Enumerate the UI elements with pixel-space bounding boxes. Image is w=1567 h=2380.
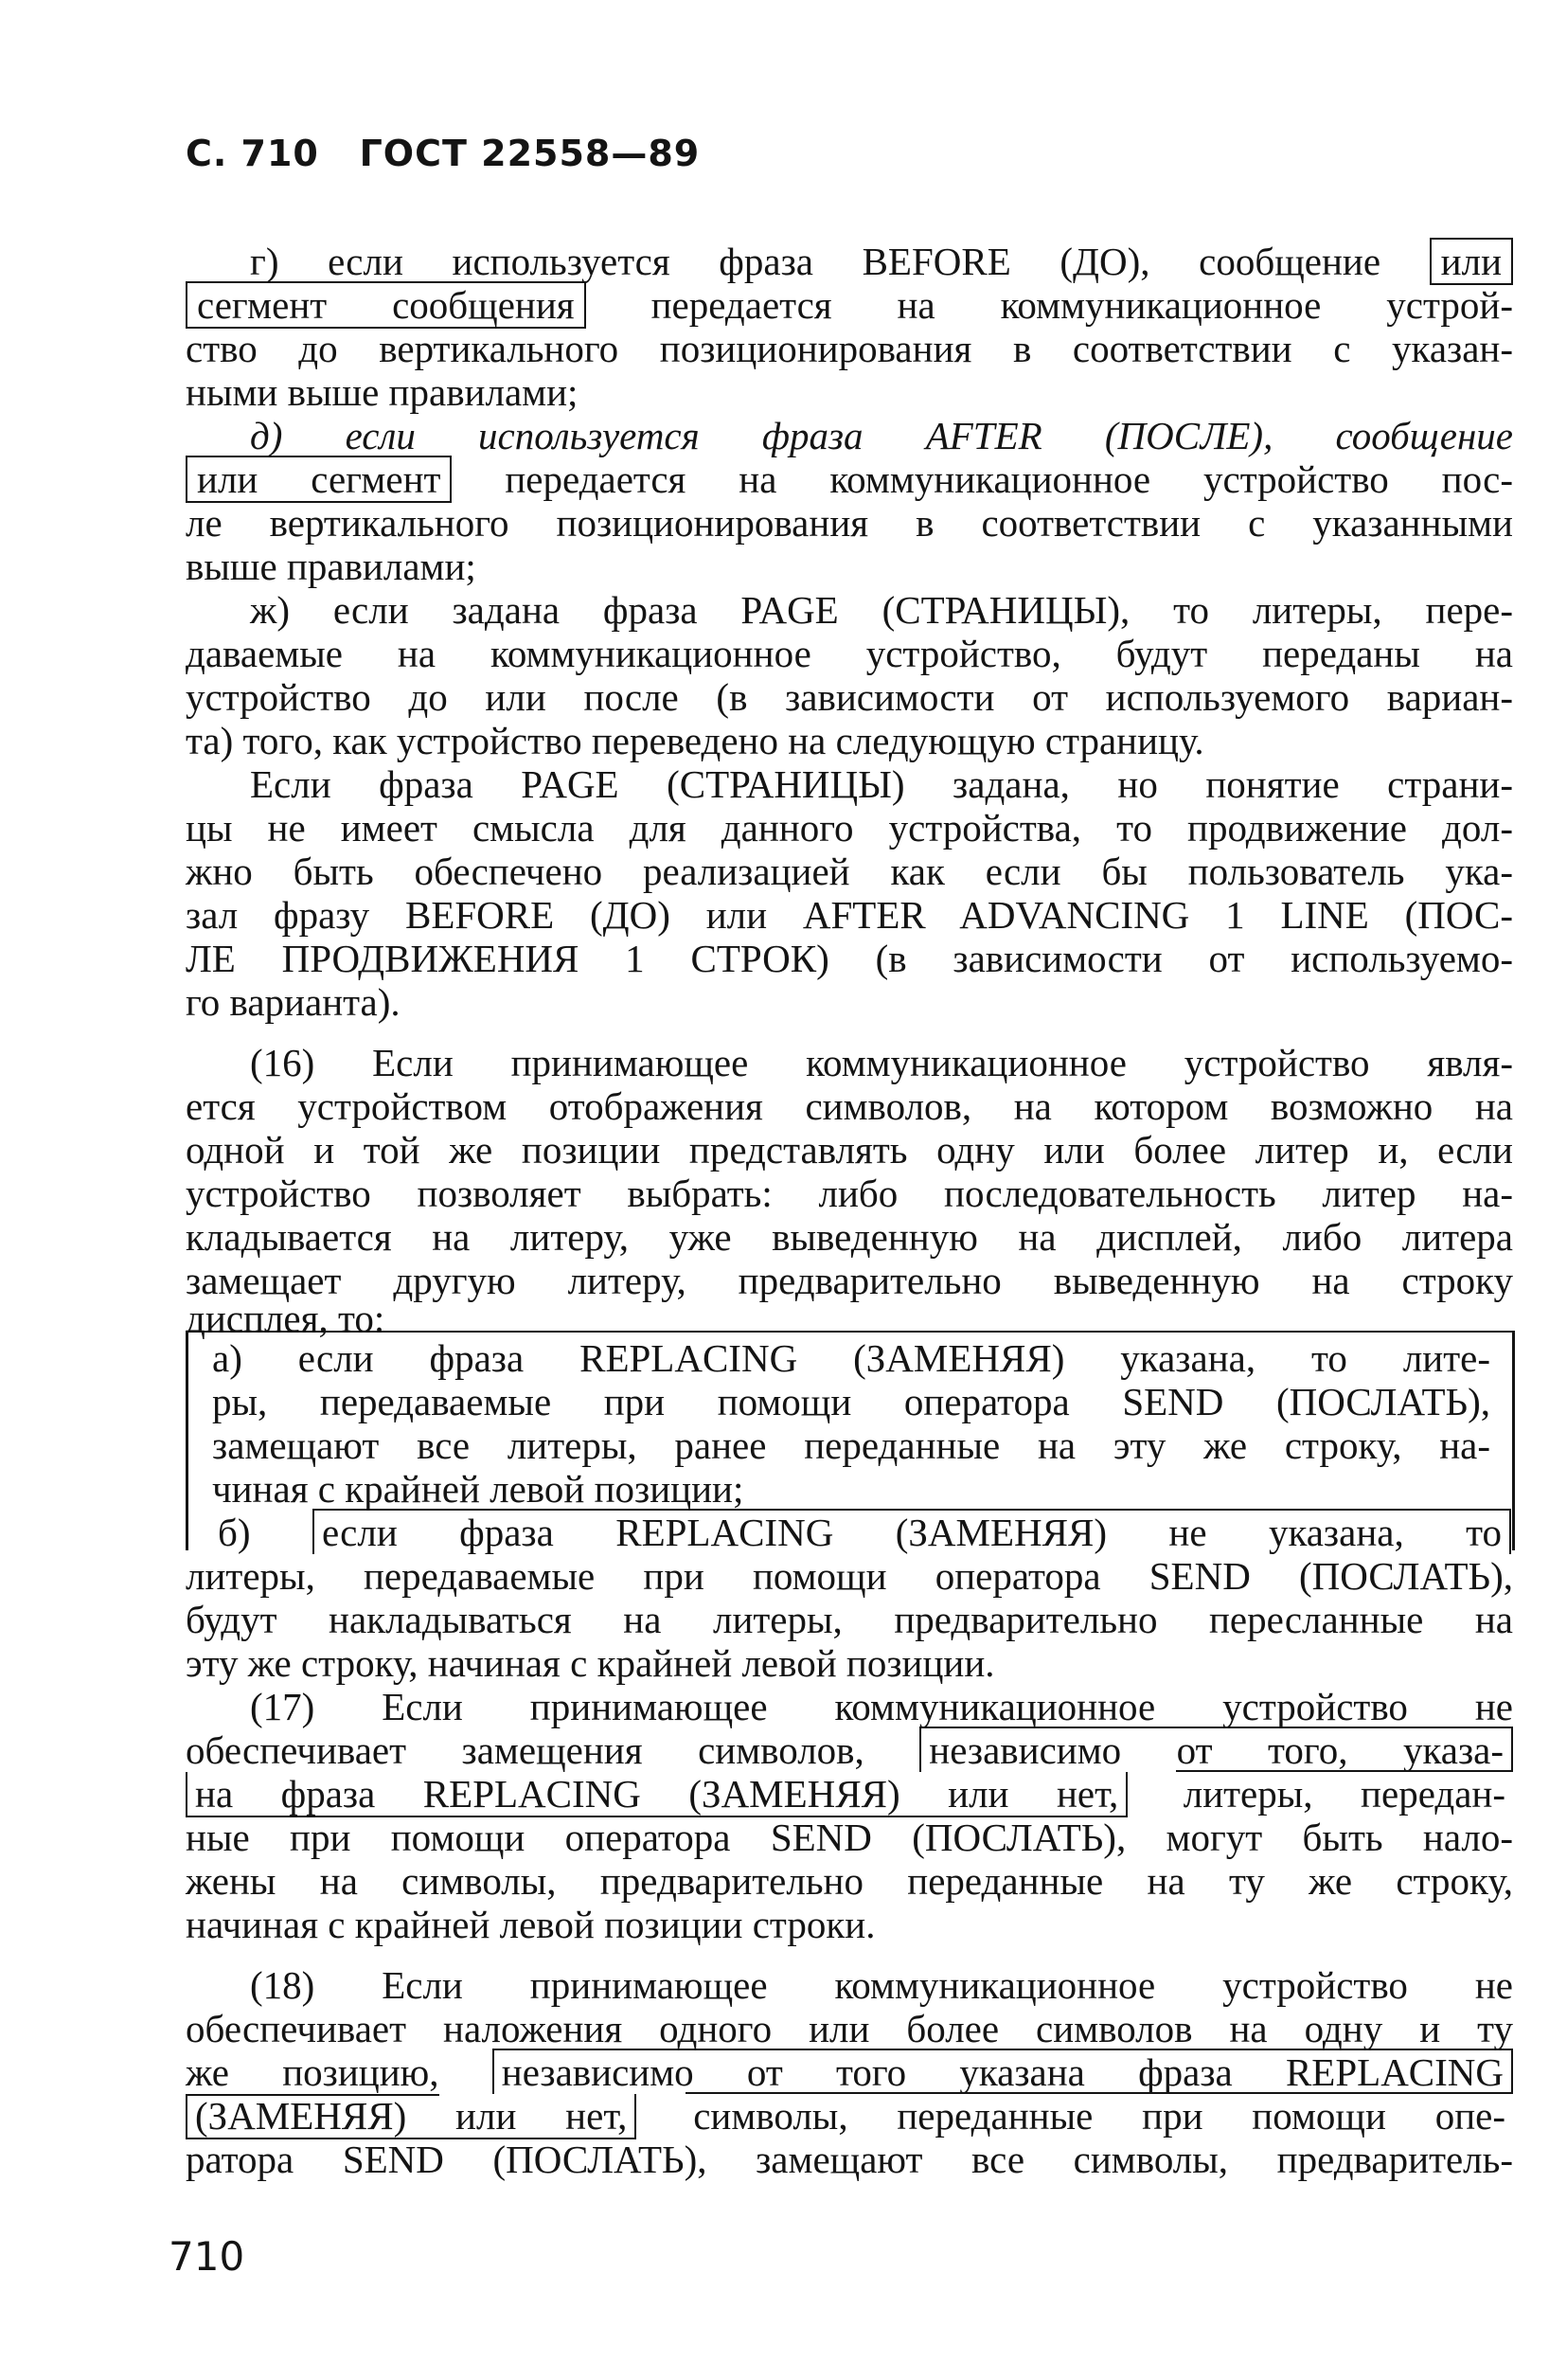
text-line: (16) Если принимающее коммуникационное устройство явля- <box>250 1041 1513 1084</box>
text-line: ство до вертикального позиционирования в соответствии с указан- <box>186 327 1513 370</box>
text-line: б) если фраза REPLACING (ЗАМЕНЯЯ) не указана, то <box>218 1511 1511 1554</box>
amendment-box: независимо от того, указа- <box>919 1727 1513 1772</box>
text-line <box>186 1772 1513 1816</box>
text-line: д) если используется фраза AFTER (ПОСЛЕ), сообщение <box>250 414 1513 457</box>
standard-code: ГОСТ 22558—89 <box>359 133 701 174</box>
text-line: г) если используется фраза BEFORE (ДО), сообщение или <box>186 240 1513 283</box>
text-line: замещают все литеры, ранее переданные на эту же строку, на- <box>212 1423 1490 1467</box>
text-line: же позицию, независимо от того указана фраза REPLACING <box>186 2050 1513 2094</box>
text-line: (18) Если принимающее коммуникационное устройство не <box>250 1963 1513 2007</box>
text-line: а) если фраза REPLACING (ЗАМЕНЯЯ) указана, то лите- <box>212 1336 1490 1380</box>
text-line: Если фраза PAGE (СТРАНИЦЫ) задана, но понятие страни- <box>250 762 1513 806</box>
text-line: ЛЕ ПРОДВИЖЕНИЯ 1 СТРОК) (в зависимости от используемо- <box>186 937 1513 980</box>
text-line: ными выше правилами; <box>186 370 579 414</box>
amendment-box: символы, переданные при помощи опе- <box>686 2092 1513 2138</box>
text-line: жены на символы, предварительно переданные на ту же строку, <box>186 1859 1513 1903</box>
text-line: начиная с крайней левой позиции строки. <box>186 1903 876 1946</box>
text-line <box>186 2094 1513 2138</box>
page-header <box>186 133 700 174</box>
text-line: обеспечивает замещения символов, независимо от того, указа- <box>186 1728 1513 1772</box>
amendment-box: или <box>1430 238 1513 285</box>
text-line: ры, передаваемые при помощи оператора SEND (ПОСЛАТЬ), <box>212 1380 1490 1423</box>
text-line: кладывается на литеру, уже выведенную на дисплей, либо литера <box>186 1215 1513 1259</box>
text-line: замещает другую литеру, предварительно выведенную на строку <box>186 1259 1513 1302</box>
text-line: устройство позволяет выбрать: либо последовательность литер на- <box>186 1172 1513 1215</box>
text-line: дисплея, то: <box>186 1297 385 1340</box>
text-line: жно быть обеспечено реализацией как если бы пользователь ука- <box>186 850 1513 893</box>
text-line: цы не имеет смысла для данного устройства, то продвижение дол- <box>186 806 1513 850</box>
text-line: будут накладываться на литеры, предварительно пересланные на <box>186 1598 1513 1641</box>
text-line: ется устройством отображения символов, на котором возможно на <box>186 1084 1513 1128</box>
text-line: ле вертикального позиционирования в соответствии с указанными <box>186 501 1513 545</box>
amendment-box: независимо от того указана фраза REPLACING <box>492 2049 1513 2094</box>
text-line: ные при помощи оператора SEND (ПОСЛАТЬ), могут быть нало- <box>186 1816 1513 1859</box>
text-line: (17) Если принимающее коммуникационное устройство не <box>250 1685 1513 1728</box>
amendment-box: на фраза REPLACING (ЗАМЕНЯЯ) или нет, <box>186 1772 1128 1817</box>
text-line: зал фразу BEFORE (ДО) или AFTER ADVANCING 1 LINE (ПОС- <box>186 893 1513 937</box>
text-line: устройство до или после (в зависимости от используемого вариан- <box>186 675 1513 719</box>
amendment-box: сегмент сообщения <box>186 281 586 329</box>
amendment-box: если фраза REPLACING (ЗАМЕНЯЯ) не указана, то <box>312 1509 1511 1554</box>
text-line: литеры, передаваемые при помощи оператора SEND (ПОСЛАТЬ), <box>186 1554 1513 1598</box>
page-number: 710 <box>169 2233 245 2280</box>
text-line: обеспечивает наложения одного или более символов на одну и ту <box>186 2007 1513 2050</box>
text-line: чиная с крайней левой позиции; <box>212 1467 744 1511</box>
text-line: или сегмент передается на коммуникационное устройство пос- <box>186 457 1513 501</box>
amendment-box: или сегмент <box>186 456 452 503</box>
amendment-box: литеры, передан- <box>1176 1770 1513 1816</box>
page-ref: С. 710 <box>186 133 319 174</box>
text-line: го варианта). <box>186 980 401 1024</box>
text-line: даваемые на коммуникационное устройство, будут переданы на <box>186 632 1513 675</box>
text-line: ратора SEND (ПОСЛАТЬ), замещают все символы, предваритель- <box>186 2138 1513 2181</box>
amendment-box: (ЗАМЕНЯЯ) или нет, <box>186 2094 636 2139</box>
text-line: та) того, как устройство переведено на следующую страницу. <box>186 719 1204 762</box>
text-line: сегмент сообщения передается на коммуникационное устрой- <box>186 283 1513 327</box>
text-line: эту же строку, начиная с крайней левой позиции. <box>186 1641 995 1685</box>
text-line: выше правилами; <box>186 545 476 588</box>
text-line: одной и той же позиции представлять одну или более литер и, если <box>186 1128 1513 1172</box>
text-line: ж) если задана фраза PAGE (СТРАНИЦЫ), то литеры, пере- <box>250 588 1513 632</box>
